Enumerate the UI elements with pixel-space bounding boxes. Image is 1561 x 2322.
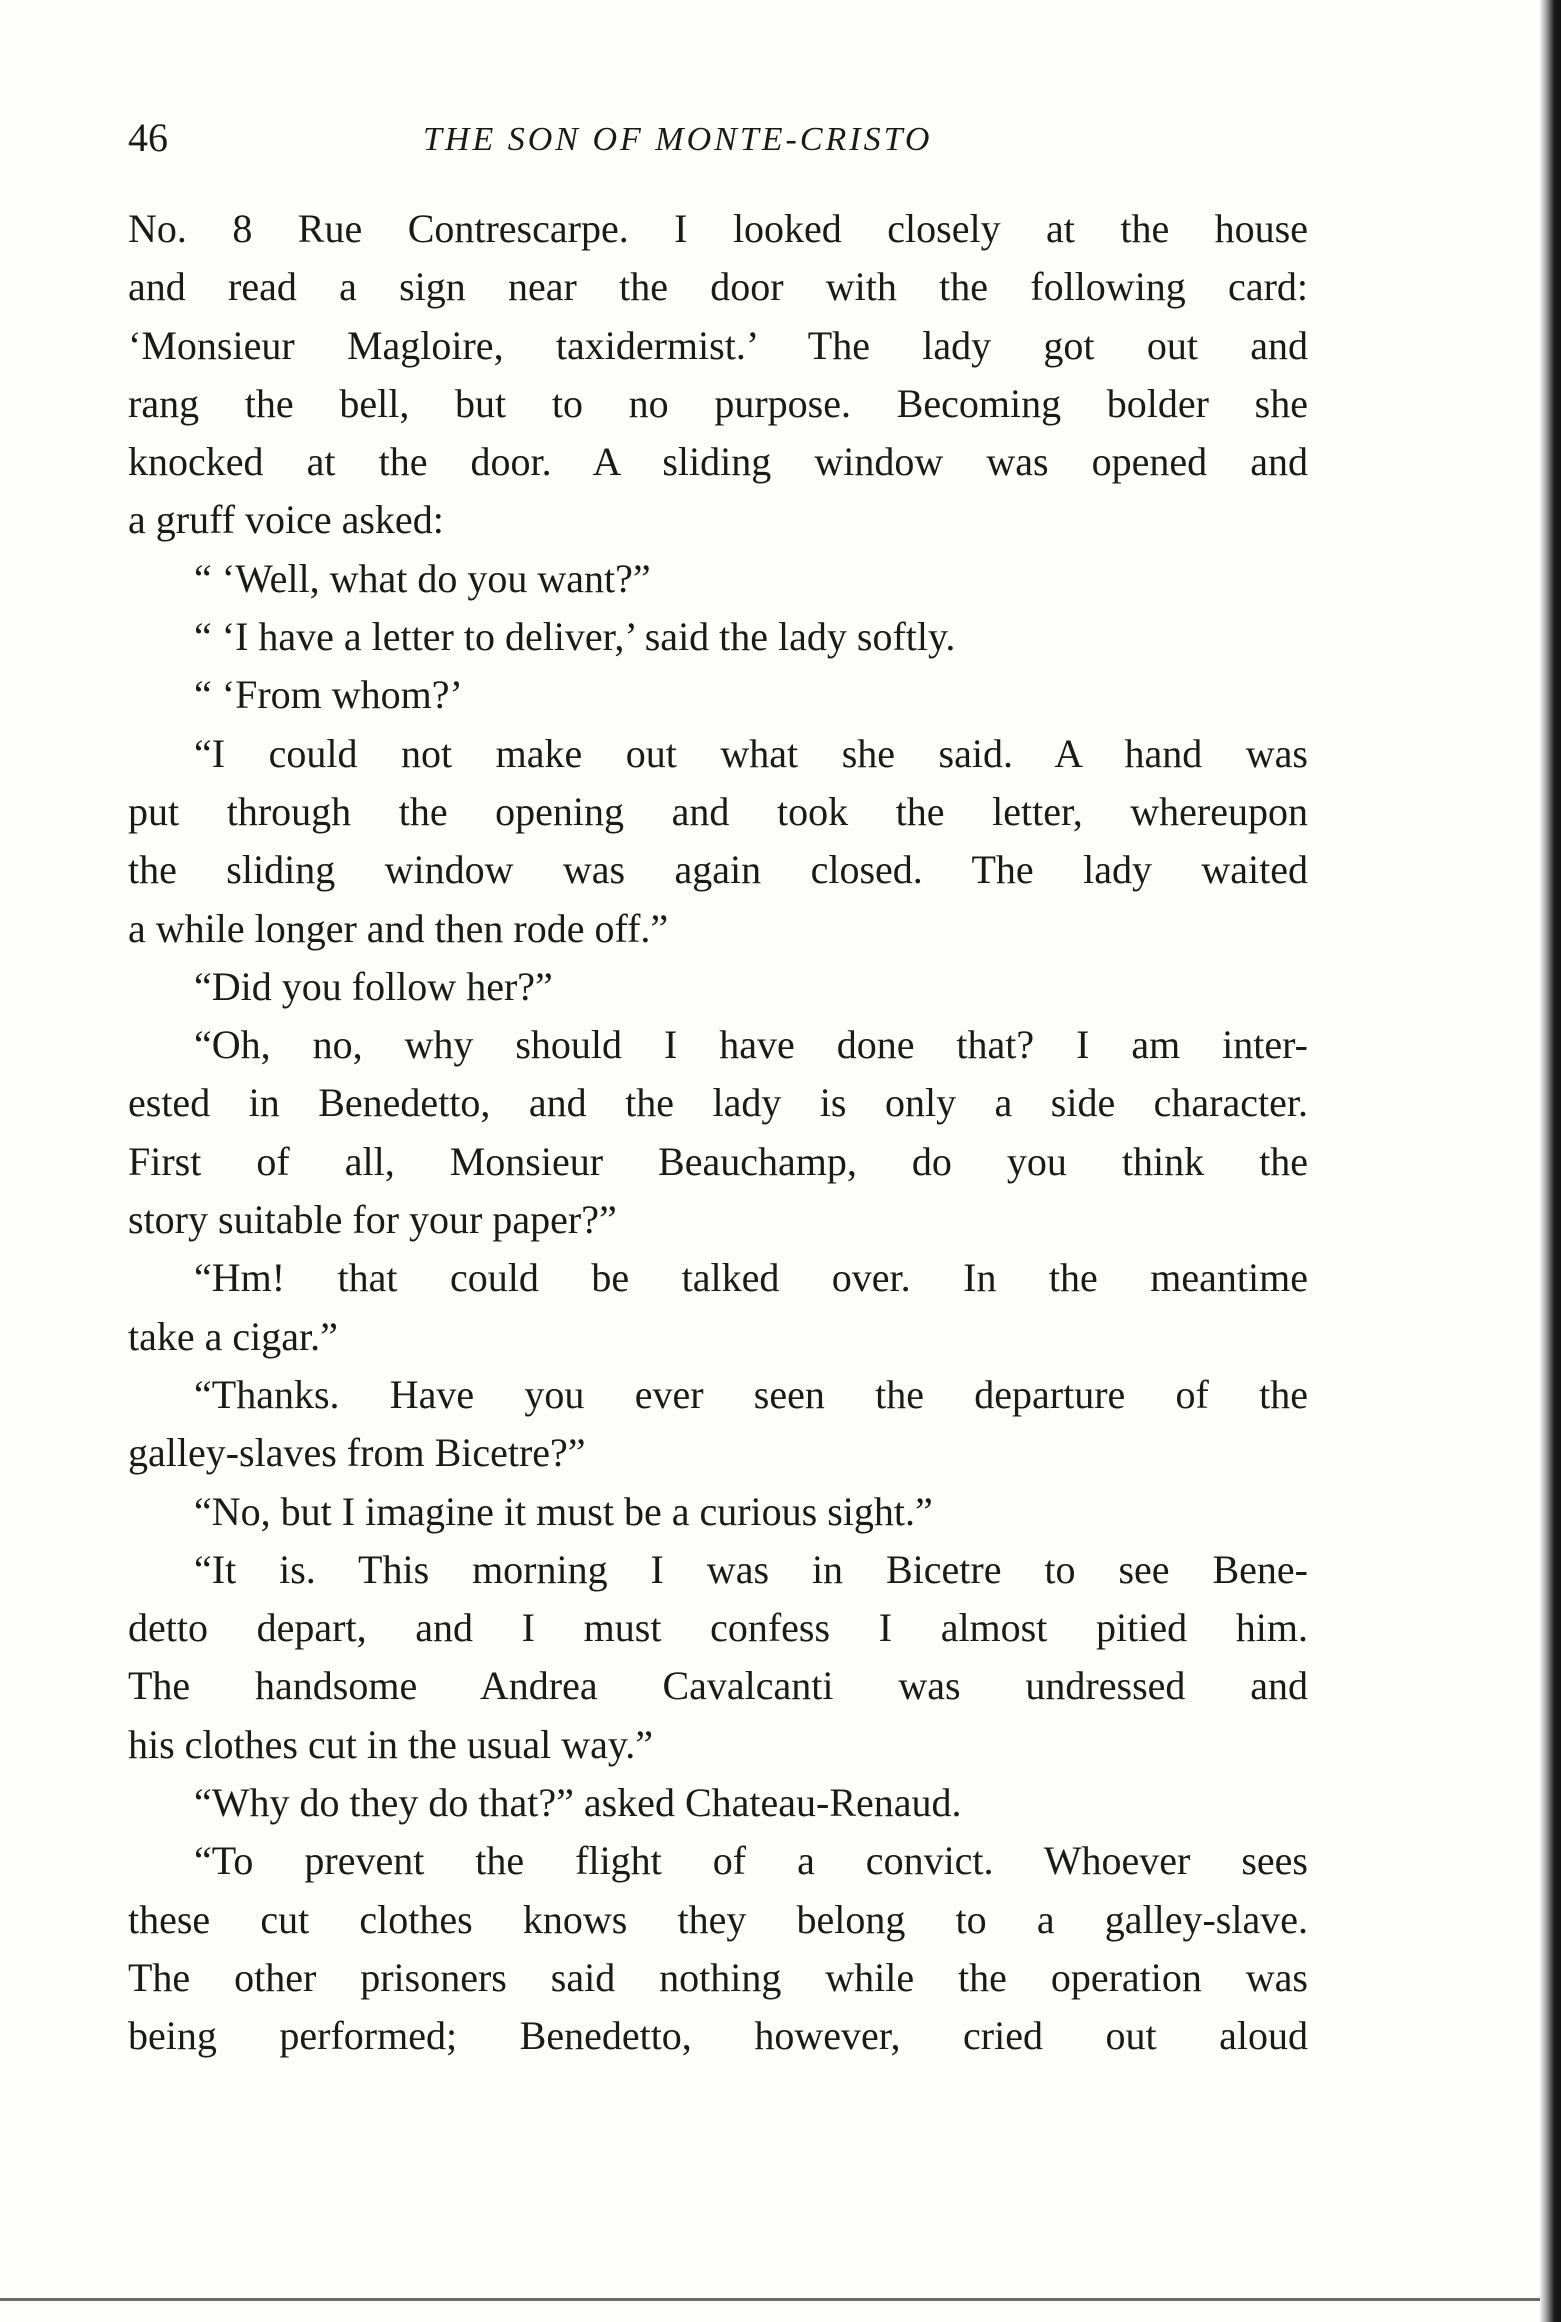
text-line: rang the bell, but to no purpose. Becoming bolder she <box>128 380 1308 426</box>
body-text <box>128 200 1308 2066</box>
text-line: these cut clothes knows they belong to a galley-slave. <box>128 1896 1308 1942</box>
text-line: “ ‘From whom?’ <box>194 672 463 718</box>
text-line: “ ‘I have a letter to deliver,’ said the lady softly. <box>194 614 956 660</box>
text-line: being performed; Benedetto, however, cried out aloud <box>128 2013 1308 2059</box>
text-line: “Hm! that could be talked over. In the meantime <box>194 1255 1308 1301</box>
bottom-rule <box>0 2298 1540 2301</box>
text-line: “It is. This morning I was in Bicetre to see Bene- <box>194 1546 1308 1592</box>
text-line: “Why do they do that?” asked Chateau-Renaud. <box>194 1780 962 1826</box>
text-line: his clothes cut in the usual way.” <box>128 1721 654 1767</box>
text-line: story suitable for your paper?” <box>128 1197 617 1243</box>
text-line: “Did you follow her?” <box>194 963 553 1009</box>
text-line: ‘Monsieur Magloire, taxidermist.’ The lady got out and <box>128 322 1308 368</box>
text-line: knocked at the door. A sliding window was opened and <box>128 439 1308 485</box>
text-line: a while longer and then rode off.” <box>128 905 669 951</box>
text-line: put through the opening and took the letter, whereupon <box>128 788 1308 834</box>
text-line: First of all, Monsieur Beauchamp, do you think the <box>128 1138 1308 1184</box>
page-binding-edge <box>1539 0 1561 2322</box>
text-line: detto depart, and I must confess I almost pitied him. <box>128 1605 1308 1651</box>
text-line: and read a sign near the door with the following card: <box>128 264 1308 310</box>
text-line: take a cigar.” <box>128 1313 338 1359</box>
text-line: “Oh, no, why should I have done that? I am inter- <box>194 1022 1308 1068</box>
text-line: galley-slaves from Bicetre?” <box>128 1430 586 1476</box>
page-number: 46 <box>128 115 168 160</box>
text-line: No. 8 Rue Contrescarpe. I looked closely at the house <box>128 206 1308 251</box>
text-line: ested in Benedetto, and the lady is only a side character. <box>128 1080 1308 1126</box>
text-line: The handsome Andrea Cavalcanti was undressed and <box>128 1663 1308 1709</box>
text-line: “Thanks. Have you ever seen the departure of the <box>194 1371 1308 1417</box>
text-line: a gruff voice asked: <box>128 497 444 543</box>
page-header <box>128 108 1308 168</box>
text-line: the sliding window was again closed. The lady waited <box>128 847 1308 893</box>
text-line: The other prisoners said nothing while the operation was <box>128 1954 1308 2000</box>
text-line: “I could not make out what she said. A hand was <box>194 730 1308 776</box>
text-line: “To prevent the flight of a convict. Whoever sees <box>194 1838 1308 1884</box>
text-line: “ ‘Well, what do you want?” <box>194 555 651 601</box>
running-title: THE SON OF MONTE-CRISTO <box>423 121 933 158</box>
text-line: “No, but I imagine it must be a curious sight.” <box>194 1488 933 1534</box>
